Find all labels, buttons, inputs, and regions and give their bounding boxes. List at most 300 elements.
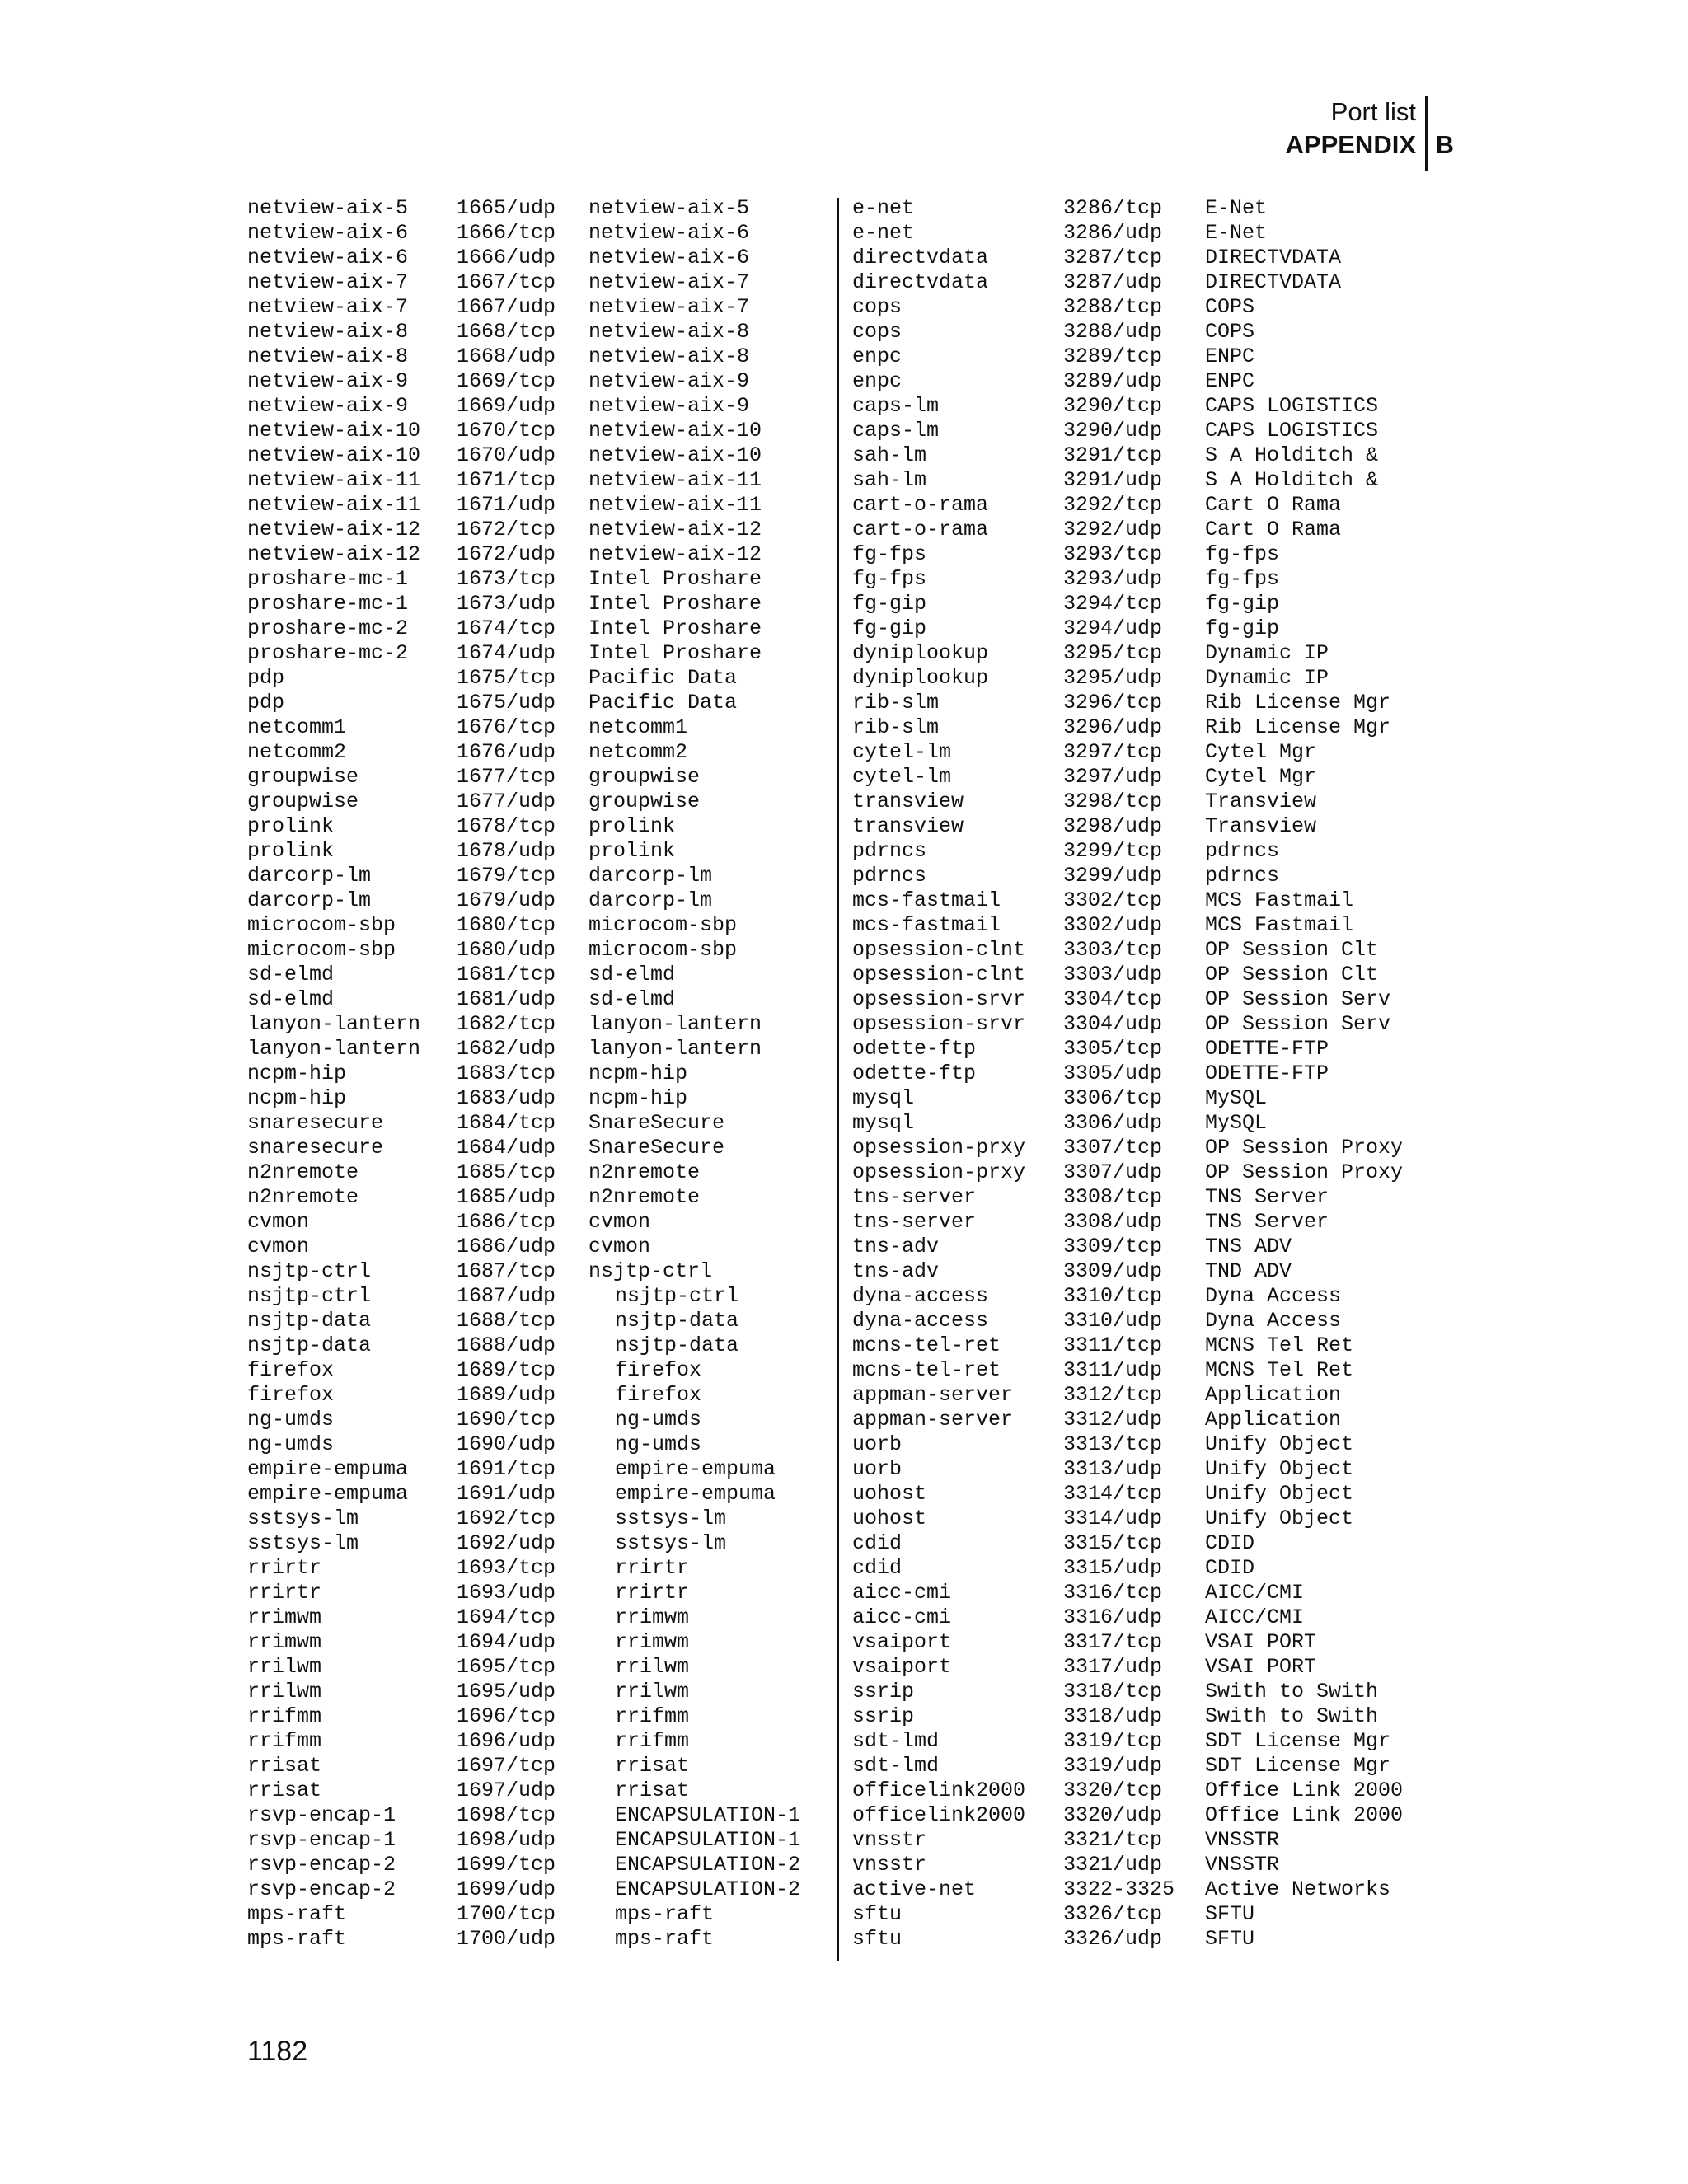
service-name: netview-aix-8	[247, 320, 409, 344]
port-entry-row	[247, 1037, 816, 1062]
port-protocol: 1684/udp	[457, 1136, 556, 1160]
service-name: cdid	[852, 1556, 903, 1580]
service-name: uohost	[852, 1482, 927, 1506]
port-protocol: 1683/tcp	[457, 1062, 556, 1085]
description: ng-umds	[615, 1408, 702, 1432]
service-name: caps-lm	[852, 419, 940, 443]
port-protocol: 3286/udp	[1063, 221, 1163, 245]
service-name: proshare-mc-1	[247, 567, 409, 591]
port-entry-row	[852, 987, 1429, 1012]
port-entry-row	[247, 938, 816, 963]
port-entry-row	[247, 616, 816, 641]
description: SDT License Mgr	[1205, 1729, 1391, 1753]
port-entry-row	[852, 369, 1429, 394]
description: netview-aix-11	[588, 468, 762, 492]
port-entry-row	[852, 1853, 1429, 1877]
description: ENCAPSULATION-2	[615, 1877, 801, 1901]
service-name: empire-empuma	[247, 1482, 409, 1506]
port-entry-row	[247, 1853, 816, 1877]
description: groupwise	[588, 790, 701, 813]
description: rrilwm	[615, 1680, 690, 1704]
service-name: officelink2000	[852, 1803, 1026, 1827]
port-entry-row	[247, 1358, 816, 1383]
port-entry-row	[852, 1210, 1429, 1235]
description: ng-umds	[615, 1432, 702, 1456]
port-entry-row	[247, 1062, 816, 1086]
port-protocol: 3313/tcp	[1063, 1432, 1163, 1456]
service-name: rrimwm	[247, 1630, 322, 1654]
port-protocol: 1676/udp	[457, 740, 556, 764]
port-entry-row	[247, 1680, 816, 1704]
port-protocol: 3298/udp	[1063, 814, 1163, 838]
port-protocol: 3307/udp	[1063, 1160, 1163, 1184]
service-name: tns-adv	[852, 1259, 940, 1283]
service-name: sstsys-lm	[247, 1531, 359, 1555]
port-protocol: 3306/udp	[1063, 1111, 1163, 1135]
port-protocol: 1674/tcp	[457, 616, 556, 640]
port-protocol: 3286/tcp	[1063, 196, 1163, 220]
service-name: sd-elmd	[247, 963, 335, 987]
service-name: cytel-lm	[852, 740, 952, 764]
port-entry-row	[852, 1754, 1429, 1779]
port-entry-row	[852, 1927, 1429, 1952]
port-protocol: 1690/udp	[457, 1432, 556, 1456]
service-name: sah-lm	[852, 443, 927, 467]
description: prolink	[588, 839, 676, 863]
port-protocol: 3315/udp	[1063, 1556, 1163, 1580]
description: prolink	[588, 814, 676, 838]
port-protocol: 3302/tcp	[1063, 888, 1163, 912]
description: VSAI PORT	[1205, 1630, 1317, 1654]
service-name: sdt-lmd	[852, 1754, 940, 1778]
port-entry-row	[852, 344, 1429, 369]
port-protocol: 3320/udp	[1063, 1803, 1163, 1827]
port-protocol: 3305/tcp	[1063, 1037, 1163, 1061]
port-entry-row	[247, 592, 816, 616]
port-protocol: 1674/udp	[457, 641, 556, 665]
port-entry-row	[247, 542, 816, 567]
service-name: rrilwm	[247, 1680, 322, 1704]
service-name: netcomm2	[247, 740, 347, 764]
description: COPS	[1205, 320, 1255, 344]
description: netview-aix-11	[588, 493, 762, 517]
description: ENPC	[1205, 344, 1255, 368]
port-protocol: 3299/udp	[1063, 864, 1163, 888]
description: nsjtp-ctrl	[615, 1284, 739, 1308]
port-protocol: 3320/tcp	[1063, 1779, 1163, 1802]
description: Intel Proshare	[588, 641, 762, 665]
port-entry-row	[247, 419, 816, 443]
port-protocol: 1675/tcp	[457, 666, 556, 690]
port-protocol: 1698/udp	[457, 1828, 556, 1852]
description: S A Holditch &	[1205, 468, 1379, 492]
description: Swith to Swith	[1205, 1680, 1379, 1704]
port-entry-row	[852, 1160, 1429, 1185]
description: fg-gip	[1205, 592, 1280, 616]
description: ENCAPSULATION-2	[615, 1853, 801, 1877]
port-protocol: 3305/udp	[1063, 1062, 1163, 1085]
port-protocol: 1700/udp	[457, 1927, 556, 1951]
description: DIRECTVDATA	[1205, 270, 1342, 294]
port-protocol: 1683/udp	[457, 1086, 556, 1110]
port-protocol: 3319/udp	[1063, 1754, 1163, 1778]
description: TNS Server	[1205, 1185, 1329, 1209]
port-entry-row	[852, 1531, 1429, 1556]
port-entry-row	[852, 790, 1429, 814]
port-protocol: 3316/tcp	[1063, 1581, 1163, 1605]
description: Intel Proshare	[588, 567, 762, 591]
service-name: vsaiport	[852, 1655, 952, 1679]
service-name: sstsys-lm	[247, 1507, 359, 1530]
port-protocol: 1669/udp	[457, 394, 556, 418]
service-name: lanyon-lantern	[247, 1037, 421, 1061]
description: Application	[1205, 1408, 1342, 1432]
service-name: proshare-mc-2	[247, 641, 409, 665]
description: netview-aix-6	[588, 246, 750, 269]
service-name: pdrncs	[852, 864, 927, 888]
port-protocol: 3315/tcp	[1063, 1531, 1163, 1555]
description: MCS Fastmail	[1205, 913, 1354, 937]
port-entry-row	[852, 913, 1429, 938]
service-name: proshare-mc-2	[247, 616, 409, 640]
port-entry-row	[852, 1432, 1429, 1457]
description: TNS Server	[1205, 1210, 1329, 1234]
port-protocol: 1672/tcp	[457, 518, 556, 541]
port-entry-row	[852, 1605, 1429, 1630]
port-entry-row	[247, 740, 816, 765]
port-entry-row	[852, 394, 1429, 419]
description: Cart O Rama	[1205, 493, 1342, 517]
port-entry-row	[852, 1507, 1429, 1531]
port-entry-row	[852, 443, 1429, 468]
service-name: mcns-tel-ret	[852, 1358, 1001, 1382]
description: netview-aix-9	[588, 369, 750, 393]
service-name: transview	[852, 790, 964, 813]
service-name: microcom-sbp	[247, 913, 396, 937]
description: sd-elmd	[588, 963, 676, 987]
description: Dyna Access	[1205, 1309, 1342, 1333]
service-name: e-net	[852, 221, 915, 245]
port-entry-row	[247, 1160, 816, 1185]
port-protocol: 1691/udp	[457, 1482, 556, 1506]
description: SnareSecure	[588, 1136, 725, 1160]
service-name: dyna-access	[852, 1284, 989, 1308]
port-entry-row	[852, 1062, 1429, 1086]
port-protocol: 3314/tcp	[1063, 1482, 1163, 1506]
port-entry-row	[247, 270, 816, 295]
port-protocol: 3326/tcp	[1063, 1902, 1163, 1926]
port-protocol: 1666/udp	[457, 246, 556, 269]
port-entry-row	[247, 1086, 816, 1111]
port-list-left-column	[247, 196, 816, 1952]
port-protocol: 1666/tcp	[457, 221, 556, 245]
port-protocol: 1688/udp	[457, 1333, 556, 1357]
port-entry-row	[852, 221, 1429, 246]
port-entry-row	[247, 320, 816, 344]
port-protocol: 1696/tcp	[457, 1704, 556, 1728]
port-entry-row	[852, 691, 1429, 715]
port-entry-row	[247, 814, 816, 839]
port-entry-row	[247, 518, 816, 542]
description: mps-raft	[615, 1927, 715, 1951]
port-protocol: 3290/udp	[1063, 419, 1163, 443]
port-entry-row	[247, 691, 816, 715]
port-entry-row	[852, 1803, 1429, 1828]
service-name: cytel-lm	[852, 765, 952, 789]
port-protocol: 3304/udp	[1063, 1012, 1163, 1036]
service-name: n2nremote	[247, 1185, 359, 1209]
service-name: opsession-prxy	[852, 1136, 1026, 1160]
port-protocol: 1671/udp	[457, 493, 556, 517]
port-protocol: 1692/udp	[457, 1531, 556, 1555]
port-protocol: 3316/udp	[1063, 1605, 1163, 1629]
port-entry-row	[247, 221, 816, 246]
port-entry-row	[247, 1779, 816, 1803]
port-protocol: 3306/tcp	[1063, 1086, 1163, 1110]
service-name: transview	[852, 814, 964, 838]
port-protocol: 1681/udp	[457, 987, 556, 1011]
port-protocol: 3287/udp	[1063, 270, 1163, 294]
port-entry-row	[247, 790, 816, 814]
port-entry-row	[852, 518, 1429, 542]
description: rrilwm	[615, 1655, 690, 1679]
description: pdrncs	[1205, 864, 1280, 888]
port-protocol: 1665/udp	[457, 196, 556, 220]
service-name: appman-server	[852, 1383, 1014, 1407]
port-entry-row	[852, 592, 1429, 616]
service-name: nsjtp-ctrl	[247, 1259, 372, 1283]
service-name: officelink2000	[852, 1779, 1026, 1802]
port-entry-row	[852, 1457, 1429, 1482]
port-protocol: 1691/tcp	[457, 1457, 556, 1481]
port-protocol: 1668/udp	[457, 344, 556, 368]
port-entry-row	[247, 1136, 816, 1160]
service-name: uohost	[852, 1507, 927, 1530]
service-name: tns-server	[852, 1210, 977, 1234]
service-name: lanyon-lantern	[247, 1012, 421, 1036]
port-entry-row	[852, 419, 1429, 443]
service-name: rrimwm	[247, 1605, 322, 1629]
service-name: fg-gip	[852, 592, 927, 616]
port-entry-row	[852, 542, 1429, 567]
description: SnareSecure	[588, 1111, 725, 1135]
description: Rib License Mgr	[1205, 715, 1391, 739]
service-name: pdp	[247, 666, 285, 690]
port-entry-row	[247, 1704, 816, 1729]
port-protocol: 3311/udp	[1063, 1358, 1163, 1382]
port-entry-row	[852, 246, 1429, 270]
description: rrimwm	[615, 1605, 690, 1629]
port-entry-row	[852, 1185, 1429, 1210]
port-protocol: 3292/udp	[1063, 518, 1163, 541]
service-name: odette-ftp	[852, 1037, 977, 1061]
port-entry-row	[247, 864, 816, 888]
service-name: sftu	[852, 1902, 903, 1926]
service-name: mysql	[852, 1086, 915, 1110]
service-name: netview-aix-10	[247, 419, 421, 443]
port-protocol: 3307/tcp	[1063, 1136, 1163, 1160]
description: ncpm-hip	[588, 1062, 688, 1085]
service-name: rrisat	[247, 1754, 322, 1778]
port-entry-row	[247, 1284, 816, 1309]
description: ENCAPSULATION-1	[615, 1828, 801, 1852]
description: S A Holditch &	[1205, 443, 1379, 467]
port-protocol: 3295/tcp	[1063, 641, 1163, 665]
port-entry-row	[247, 1408, 816, 1432]
description: Swith to Swith	[1205, 1704, 1379, 1728]
description: OP Session Proxy	[1205, 1136, 1404, 1160]
description: VNSSTR	[1205, 1828, 1280, 1852]
port-entry-row	[852, 740, 1429, 765]
description: rrifmm	[615, 1704, 690, 1728]
port-protocol: 3293/udp	[1063, 567, 1163, 591]
port-entry-row	[247, 1259, 816, 1284]
port-protocol: 1681/tcp	[457, 963, 556, 987]
service-name: groupwise	[247, 790, 359, 813]
service-name: mysql	[852, 1111, 915, 1135]
port-entry-row	[852, 1259, 1429, 1284]
port-entry-row	[247, 1655, 816, 1680]
port-protocol: 3299/tcp	[1063, 839, 1163, 863]
description: Intel Proshare	[588, 616, 762, 640]
port-protocol: 3298/tcp	[1063, 790, 1163, 813]
service-name: rsvp-encap-2	[247, 1853, 396, 1877]
port-protocol: 1695/udp	[457, 1680, 556, 1704]
port-protocol: 1669/tcp	[457, 369, 556, 393]
description: Unify Object	[1205, 1457, 1354, 1481]
running-header	[1285, 96, 1454, 162]
description: fg-gip	[1205, 616, 1280, 640]
service-name: dyna-access	[852, 1309, 989, 1333]
port-protocol: 1685/udp	[457, 1185, 556, 1209]
port-entry-row	[247, 1828, 816, 1853]
port-entry-row	[247, 839, 816, 864]
port-protocol: 3303/tcp	[1063, 938, 1163, 962]
description: netview-aix-12	[588, 518, 762, 541]
port-protocol: 1687/udp	[457, 1284, 556, 1308]
port-protocol: 1675/udp	[457, 691, 556, 715]
port-protocol: 3312/udp	[1063, 1408, 1163, 1432]
description: Transview	[1205, 790, 1317, 813]
description: nsjtp-ctrl	[588, 1259, 713, 1283]
port-protocol: 1673/udp	[457, 592, 556, 616]
port-entry-row	[247, 1531, 816, 1556]
port-entry-row	[247, 369, 816, 394]
description: netcomm1	[588, 715, 688, 739]
port-entry-row	[852, 196, 1429, 221]
service-name: rrifmm	[247, 1729, 322, 1753]
description: Cart O Rama	[1205, 518, 1342, 541]
port-entry-row	[852, 1383, 1429, 1408]
service-name: rrirtr	[247, 1556, 322, 1580]
port-protocol: 1693/tcp	[457, 1556, 556, 1580]
port-entry-row	[852, 641, 1429, 666]
description: cvmon	[588, 1235, 651, 1258]
service-name: cops	[852, 295, 903, 319]
port-entry-row	[247, 1333, 816, 1358]
description: CAPS LOGISTICS	[1205, 419, 1379, 443]
service-name: appman-server	[852, 1408, 1014, 1432]
service-name: fg-fps	[852, 542, 927, 566]
port-entry-row	[852, 295, 1429, 320]
service-name: fg-gip	[852, 616, 927, 640]
port-protocol: 3288/udp	[1063, 320, 1163, 344]
port-entry-row	[247, 1803, 816, 1828]
service-name: directvdata	[852, 246, 989, 269]
service-name: netview-aix-9	[247, 369, 409, 393]
port-entry-row	[247, 295, 816, 320]
service-name: rrifmm	[247, 1704, 322, 1728]
service-name: nsjtp-data	[247, 1309, 372, 1333]
description: netview-aix-8	[588, 344, 750, 368]
column-divider	[837, 198, 839, 1961]
service-name: darcorp-lm	[247, 888, 372, 912]
port-protocol: 1671/tcp	[457, 468, 556, 492]
port-protocol: 1677/udp	[457, 790, 556, 813]
port-entry-row	[247, 468, 816, 493]
description: OP Session Clt	[1205, 963, 1379, 987]
service-name: netview-aix-5	[247, 196, 409, 220]
description: Pacific Data	[588, 691, 738, 715]
description: DIRECTVDATA	[1205, 246, 1342, 269]
description: SDT License Mgr	[1205, 1754, 1391, 1778]
description: empire-empuma	[615, 1457, 776, 1481]
service-name: rrirtr	[247, 1581, 322, 1605]
port-protocol: 1690/tcp	[457, 1408, 556, 1432]
port-protocol: 1697/tcp	[457, 1754, 556, 1778]
port-entry-row	[852, 888, 1429, 913]
port-protocol: 3295/udp	[1063, 666, 1163, 690]
header-rule	[1425, 96, 1428, 171]
port-entry-row	[852, 1877, 1429, 1902]
description: cvmon	[588, 1210, 651, 1234]
port-protocol: 3322-3325	[1063, 1877, 1175, 1901]
service-name: ng-umds	[247, 1432, 335, 1456]
description: ENCAPSULATION-1	[615, 1803, 801, 1827]
service-name: aicc-cmi	[852, 1605, 952, 1629]
port-entry-row	[852, 1333, 1429, 1358]
description: rrirtr	[615, 1581, 690, 1605]
port-protocol: 1700/tcp	[457, 1902, 556, 1926]
description: Unify Object	[1205, 1507, 1354, 1530]
port-protocol: 1679/tcp	[457, 864, 556, 888]
service-name: active-net	[852, 1877, 977, 1901]
description: netcomm2	[588, 740, 688, 764]
port-entry-row	[852, 1902, 1429, 1927]
service-name: firefox	[247, 1383, 335, 1407]
port-protocol: 1678/tcp	[457, 814, 556, 838]
port-entry-row	[852, 1358, 1429, 1383]
port-protocol: 1699/udp	[457, 1877, 556, 1901]
service-name: tns-server	[852, 1185, 977, 1209]
description: MySQL	[1205, 1111, 1268, 1135]
port-protocol: 1672/udp	[457, 542, 556, 566]
port-entry-row	[247, 987, 816, 1012]
description: CAPS LOGISTICS	[1205, 394, 1379, 418]
description: firefox	[615, 1358, 702, 1382]
description: Cytel Mgr	[1205, 740, 1317, 764]
port-protocol: 1686/udp	[457, 1235, 556, 1258]
port-protocol: 1694/udp	[457, 1630, 556, 1654]
port-entry-row	[852, 1012, 1429, 1037]
service-name: vsaiport	[852, 1630, 952, 1654]
service-name: mps-raft	[247, 1927, 347, 1951]
description: rrisat	[615, 1779, 690, 1802]
description: ODETTE-FTP	[1205, 1062, 1329, 1085]
service-name: rsvp-encap-1	[247, 1803, 396, 1827]
port-entry-row	[852, 1309, 1429, 1333]
port-protocol: 3292/tcp	[1063, 493, 1163, 517]
